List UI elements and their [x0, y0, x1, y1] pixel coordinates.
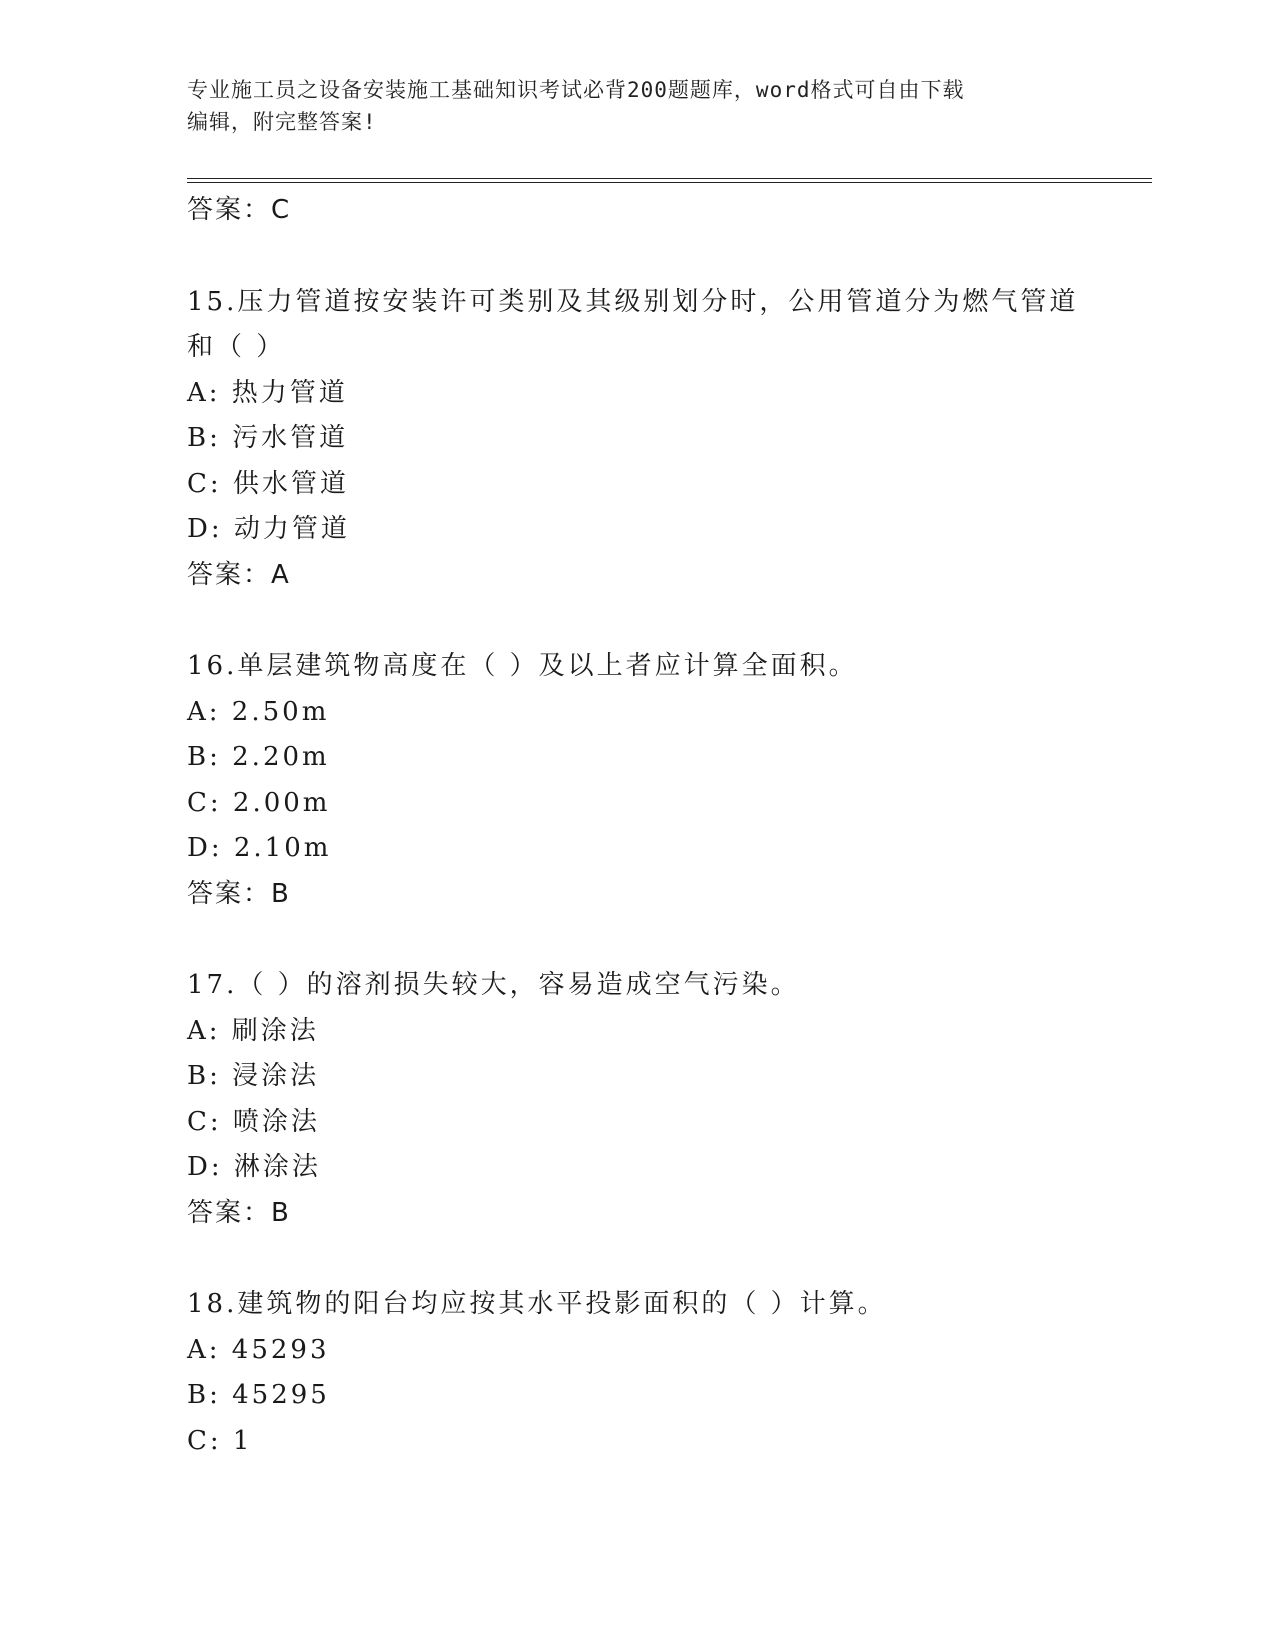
question-17: [187, 963, 1147, 1236]
answer: 答案：B: [187, 1197, 291, 1228]
header-title-line-1: 专业施工员之设备安装施工基础知识考试必背200题题库，word格式可自由下载: [187, 78, 965, 102]
answer: 答案：B: [187, 878, 291, 909]
option-d: D: 淋涂法: [187, 1152, 321, 1182]
option-a: A: 刷涂法: [187, 1015, 319, 1046]
question-list: [187, 188, 1147, 1464]
question-15: [187, 280, 1147, 599]
question-text: 16.单层建筑物高度在（ ）及以上者应计算全面积。: [187, 651, 858, 681]
question-18: [187, 1282, 1147, 1464]
spacer: [187, 917, 1147, 963]
spacer: [187, 598, 1147, 644]
option-d: D: 2.10m: [187, 833, 332, 863]
header-title-line-2: 编辑，附完整答案!: [187, 110, 377, 134]
option-a: A: 45293: [187, 1334, 330, 1365]
option-a: A: 热力管道: [187, 377, 348, 408]
question-text: 18.建筑物的阳台均应按其水平投影面积的（ ）计算。: [187, 1289, 887, 1319]
header-divider: [187, 178, 1152, 183]
spacer: [187, 1236, 1147, 1282]
option-c: C: 喷涂法: [187, 1106, 320, 1137]
answer: 答案：A: [187, 559, 291, 590]
option-d: D: 动力管道: [187, 514, 350, 544]
question-text-continued: 和（ ）: [187, 332, 286, 362]
spacer: [187, 234, 1147, 280]
question-16: [187, 644, 1147, 917]
option-c: C: 2.00m: [187, 787, 331, 818]
previous-answer: 答案：C: [187, 195, 292, 225]
page-header: [187, 74, 1087, 138]
option-c: C: 供水管道: [187, 468, 349, 499]
option-c: C: 1: [187, 1425, 253, 1456]
option-b: B: 浸涂法: [187, 1061, 320, 1091]
question-text: 15.压力管道按安装许可类别及其级别划分时，公用管道分为燃气管道: [187, 286, 1079, 317]
question-text: 17.（ ）的溶剂损失较大，容易造成空气污染。: [187, 970, 800, 1000]
option-b: B: 污水管道: [187, 423, 349, 453]
option-b: B: 2.20m: [187, 742, 330, 772]
option-b: B: 45295: [187, 1380, 330, 1410]
option-a: A: 2.50m: [187, 696, 330, 727]
